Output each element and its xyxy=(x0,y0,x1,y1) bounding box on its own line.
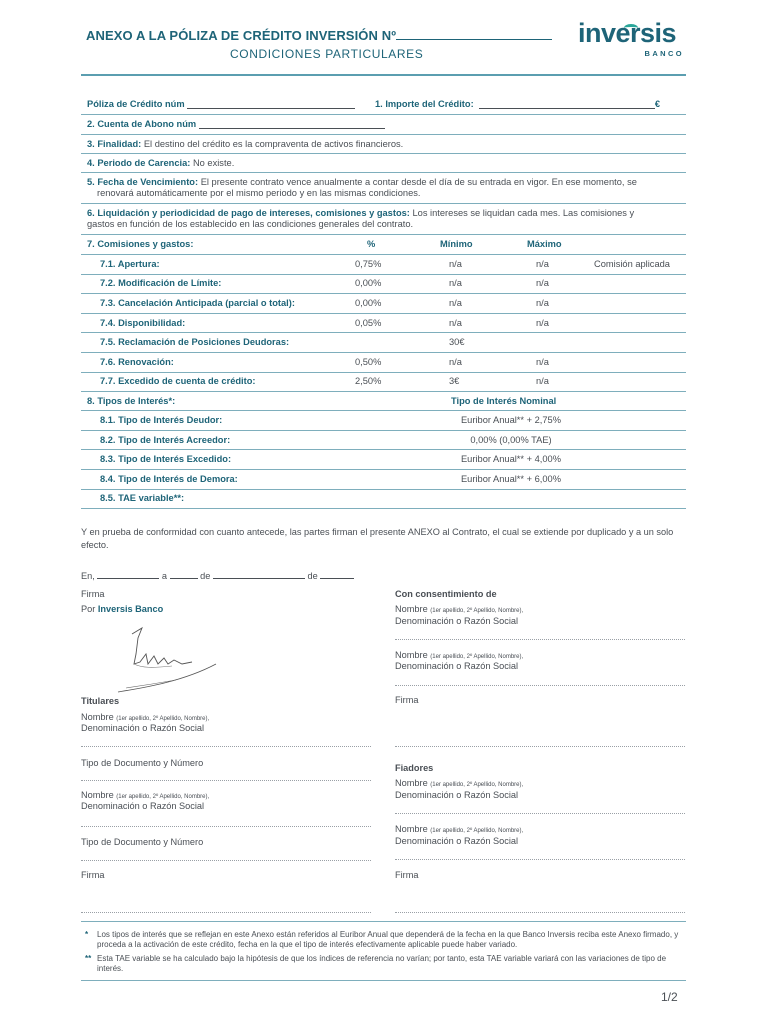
interes-label: 8.3. Tipo de Interés Excedido: xyxy=(100,454,232,465)
year-field[interactable] xyxy=(320,570,354,579)
page-number: 1/2 xyxy=(661,990,678,1004)
carencia-text: No existe. xyxy=(192,157,235,168)
interes-label: 8.2. Tipo de Interés Acreedor: xyxy=(100,434,231,445)
titulares-heading: Titulares xyxy=(81,696,120,706)
por-label: Por xyxy=(81,604,96,614)
interes-value: Euribor Anual** + 4,00% xyxy=(460,454,561,465)
nombre-text: Nombre xyxy=(81,712,114,722)
inversis-banco-logo xyxy=(578,18,686,60)
titular2-nombre-field[interactable] xyxy=(81,826,371,827)
comision-min: n/a xyxy=(449,317,462,328)
fiador1-nombre-field[interactable] xyxy=(395,813,685,814)
bank-name: Inversis Banco xyxy=(97,604,164,614)
nombre-detail: (1er apellido, 2º Apellido, Nombre), xyxy=(430,828,524,834)
titular1-doc-field[interactable] xyxy=(81,780,371,781)
day-field[interactable] xyxy=(170,570,198,579)
importe-field[interactable] xyxy=(479,100,655,109)
table-row-comision xyxy=(81,373,686,393)
intereses-label: 8. Tipos de Interés*: xyxy=(87,395,176,406)
comision-pct: 0,05% xyxy=(355,317,382,328)
row-liquidacion xyxy=(81,204,686,235)
importe-label: 1. Importe del Crédito: xyxy=(375,99,474,109)
footnote-2-text: Esta TAE variable se ha calculado bajo la hipótesis de que los índices de referencia no varían; por tanto, esta TAE variable variará con las variaciones de tipo de interés. xyxy=(97,954,667,973)
titular2-doc-field[interactable] xyxy=(81,860,371,861)
consent-firma-field[interactable] xyxy=(395,746,685,747)
comision-max: n/a xyxy=(536,317,549,328)
nombre-text: Nombre xyxy=(395,778,428,788)
row-carencia xyxy=(81,154,686,173)
row-finalidad xyxy=(81,135,686,154)
interes-label: 8.1. Tipo de Interés Deudor: xyxy=(100,414,223,425)
table-row-interes xyxy=(81,490,686,510)
de-label-2: de xyxy=(307,571,318,581)
col-header-nominal: Tipo de Interés Nominal xyxy=(451,395,557,406)
a-label: a xyxy=(161,571,168,581)
row-comisiones-header xyxy=(81,235,686,255)
logo-subtext: BANCO xyxy=(644,49,684,58)
nombre-detail: (1er apellido, 2º Apellido, Nombre), xyxy=(116,716,210,722)
comision-label: 7.1. Apertura: xyxy=(100,258,160,269)
comision-max: n/a xyxy=(536,278,549,289)
titular1-tipo-doc-label: Tipo de Documento y Número xyxy=(81,758,204,768)
interes-value: Euribor Anual** + 2,75% xyxy=(460,414,561,425)
consentimiento-heading: Con consentimiento de xyxy=(395,589,497,599)
fiadores-heading: Fiadores xyxy=(395,763,434,773)
footnote-2 xyxy=(85,954,685,974)
comision-pct: 0,50% xyxy=(355,356,382,367)
consent1-nombre-field[interactable] xyxy=(395,639,685,640)
currency-symbol: € xyxy=(654,99,661,109)
interes-value: Euribor Anual** + 6,00% xyxy=(460,473,561,484)
finalidad-label: 3. Finalidad: xyxy=(87,138,142,149)
comision-label: 7.3. Cancelación Anticipada (parcial o total): xyxy=(100,297,295,308)
comision-max: n/a xyxy=(536,297,549,308)
comision-min: n/a xyxy=(449,258,462,269)
titular1-denominacion-label: Denominación o Razón Social xyxy=(81,723,205,733)
nombre-detail: (1er apellido, 2º Apellido, Nombre), xyxy=(430,608,524,614)
month-field[interactable] xyxy=(213,570,305,579)
logo-swoosh-icon xyxy=(624,24,638,32)
document-title: ANEXO A LA PÓLIZA DE CRÉDITO INVERSIÓN Nº xyxy=(86,28,552,43)
fiador2-denominacion-label: Denominación o Razón Social xyxy=(395,836,519,846)
en-label: En, xyxy=(81,571,95,581)
liquidacion-text-2: gastos en función de los establecido en las condiciones generales del contrato. xyxy=(87,219,414,229)
interes-label: 8.5. TAE variable**: xyxy=(100,493,185,504)
conditions-table xyxy=(81,95,686,509)
table-row-interes xyxy=(81,470,686,490)
col-header-min: Mínimo xyxy=(440,239,473,249)
interes-label: 8.4. Tipo de Interés de Demora: xyxy=(100,473,238,484)
comision-min: n/a xyxy=(449,356,462,367)
titular1-nombre-field[interactable] xyxy=(81,746,371,747)
titulares-firma-label: Firma xyxy=(81,870,105,880)
footnote-divider xyxy=(81,921,686,922)
comision-pct: 0,75% xyxy=(355,258,382,269)
document-subtitle: CONDICIONES PARTICULARES xyxy=(230,47,424,61)
bank-signature-image xyxy=(112,624,222,696)
de-label-1: de xyxy=(200,571,211,581)
table-row-comision xyxy=(81,333,686,353)
poliza-label: Póliza de Crédito núm xyxy=(87,99,185,109)
comision-max: n/a xyxy=(536,376,549,387)
footnote-2-marker: ** xyxy=(85,954,92,963)
comision-pct: 0,00% xyxy=(355,278,382,289)
liquidacion-text-1: Los intereses se liquidan cada mes. Las comisiones y xyxy=(412,208,635,218)
comision-min: 3€ xyxy=(449,376,460,387)
vencimiento-text-1: El presente contrato vence anualmente a contar desde el día de su entrada en vigor. En ese momento, se xyxy=(200,177,637,187)
comision-label: 7.4. Disponibilidad: xyxy=(100,317,186,328)
fiadores-firma-label: Firma xyxy=(395,870,419,880)
comision-note: Comisión aplicada xyxy=(594,258,670,269)
comision-label: 7.2. Modificación de Límite: xyxy=(100,278,222,289)
consent1-denominacion-label: Denominación o Razón Social xyxy=(395,616,519,626)
liquidacion-label: 6. Liquidación y periodicidad de pago de intereses, comisiones y gastos: xyxy=(87,208,410,218)
nombre-text: Nombre xyxy=(395,604,428,614)
comision-min: 30€ xyxy=(449,337,465,348)
footnote-1 xyxy=(85,930,685,950)
col-header-pct: % xyxy=(367,239,376,249)
comision-label: 7.6. Renovación: xyxy=(100,356,174,367)
table-row-comision xyxy=(81,255,686,275)
table-row-interes xyxy=(81,431,686,451)
fiadores-firma-field[interactable] xyxy=(395,912,685,913)
titular2-denominacion-label: Denominación o Razón Social xyxy=(81,801,205,811)
nombre-text: Nombre xyxy=(395,824,428,834)
finalidad-text: El destino del crédito es la compraventa de activos financieros. xyxy=(143,138,404,149)
comision-min: n/a xyxy=(449,278,462,289)
fiador2-nombre-field[interactable] xyxy=(395,859,685,860)
comision-min: n/a xyxy=(449,297,462,308)
place-date-line xyxy=(81,570,354,582)
firma-label: Firma xyxy=(81,589,105,599)
nombre-detail: (1er apellido, 2º Apellido, Nombre), xyxy=(430,654,524,660)
comision-max: n/a xyxy=(536,356,549,367)
row-vencimiento xyxy=(81,173,686,204)
comision-label: 7.7. Excedido de cuenta de crédito: xyxy=(100,376,256,387)
comision-pct: 2,50% xyxy=(355,376,382,387)
nombre-text: Nombre xyxy=(81,790,114,800)
footnote-1-marker: * xyxy=(85,930,89,939)
col-header-max: Máximo xyxy=(527,239,562,249)
consent2-denominacion-label: Denominación o Razón Social xyxy=(395,661,519,671)
header-divider xyxy=(81,74,686,76)
vencimiento-text-2: renovará automáticamente por el mismo periodo y en las mismas condiciones. xyxy=(97,188,421,198)
titulares-firma-field[interactable] xyxy=(81,912,371,913)
place-field[interactable] xyxy=(97,570,159,579)
table-row-comision xyxy=(81,314,686,334)
cuenta-label: 2. Cuenta de Abono núm xyxy=(87,119,197,129)
carencia-label: 4. Periodo de Carencia: xyxy=(87,157,191,168)
table-row-interes xyxy=(81,411,686,431)
table-row-interes xyxy=(81,450,686,470)
footer-divider xyxy=(81,980,686,981)
vencimiento-label: 5. Fecha de Vencimiento: xyxy=(87,177,199,187)
comisiones-label: 7. Comisiones y gastos: xyxy=(87,239,194,249)
titular2-tipo-doc-label: Tipo de Documento y Número xyxy=(81,837,204,847)
comision-pct: 0,00% xyxy=(355,297,382,308)
confirmation-text: Y en prueba de conformidad con cuanto antecede, las partes firman el presente ANEXO al Contrato, el cual se extiende por duplicado y a un solo efecto. xyxy=(81,527,674,550)
row-poliza xyxy=(81,95,686,115)
table-row-comision xyxy=(81,294,686,314)
nombre-detail: (1er apellido, 2º Apellido, Nombre), xyxy=(430,782,524,788)
interes-value: 0,00% (0,00% TAE) xyxy=(470,434,552,445)
consent-firma-label: Firma xyxy=(395,695,419,705)
poliza-number-field[interactable] xyxy=(187,100,355,109)
policy-number-blank xyxy=(396,29,552,40)
row-cuenta xyxy=(81,115,686,135)
nombre-detail: (1er apellido, 2º Apellido, Nombre), xyxy=(116,794,210,800)
table-row-comision xyxy=(81,353,686,373)
comision-label: 7.5. Reclamación de Posiciones Deudoras: xyxy=(100,337,290,348)
footnote-1-text: Los tipos de interés que se reflejan en este Anexo están referidos al Euribor Anual que dependerá de la fecha en la que Banco Inversis reciba este Anexo firmado, y proceda a la activación de este crédito, fecha en la que el tipo de interés efectivamente aplicable puede haber variado. xyxy=(97,930,679,949)
comision-max: n/a xyxy=(536,258,549,269)
consent2-nombre-field[interactable] xyxy=(395,685,685,686)
por-inversis-line xyxy=(81,604,163,615)
table-row-comision xyxy=(81,275,686,295)
nombre-text: Nombre xyxy=(395,650,428,660)
cuenta-field[interactable] xyxy=(199,120,385,129)
logo-wordmark: inversis xyxy=(578,18,677,48)
row-intereses-header xyxy=(81,392,686,411)
fiador1-denominacion-label: Denominación o Razón Social xyxy=(395,790,519,800)
